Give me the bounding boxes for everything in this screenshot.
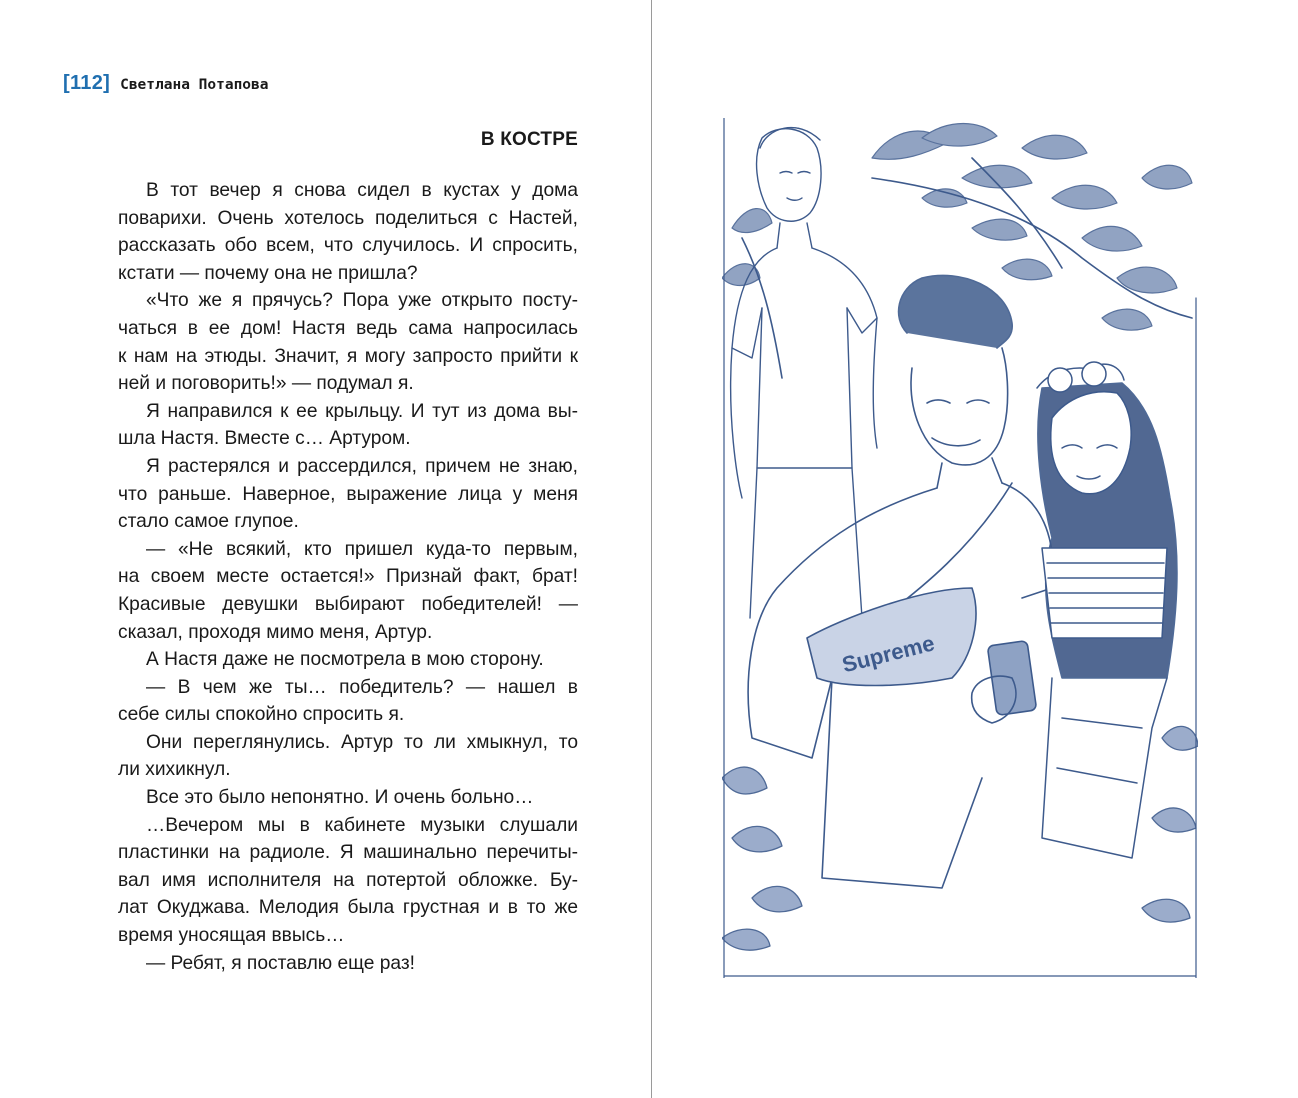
main-boy (748, 275, 1053, 888)
text-line: к нам на этюды. Значит, я могу запросто прийти к (118, 345, 578, 367)
text-line: — Ребят, я поставлю еще раз! (146, 952, 415, 974)
text-line: лат Окуджава. Мелодия была грустная и в то же (118, 897, 578, 919)
text-line: Они переглянулись. Артур то ли хмыкнул, то (146, 731, 578, 753)
text-line: Красивые девушки выбирают победителей! — (118, 593, 578, 615)
text-line: что раньше. Наверное, выражение лица у меня (118, 483, 578, 505)
text-line: шла Настя. Вместе с… Артуром. (118, 428, 411, 450)
author-name: Светлана Потапова (120, 77, 269, 93)
branches (742, 158, 1192, 378)
text-line: на своем месте остается!» Признай факт, брат! (118, 566, 578, 588)
bag-logo: Supreme (839, 630, 937, 678)
background-boy (731, 128, 877, 618)
girl (1037, 362, 1177, 858)
text-line: ли хихикнул. (118, 759, 231, 781)
text-line: В тот вечер я снова сидел в кустах у дома (146, 180, 578, 201)
text-line: время уносящая ввысь… (118, 925, 345, 947)
chapter-title: В КОСТРЕ (480, 129, 578, 150)
text-line: Я направился к ее крыльцу. И тут из дома вы- (146, 400, 578, 422)
fanny-pack (807, 588, 976, 686)
text-line: Все это было непонятно. И очень больно… (146, 787, 534, 809)
phone (972, 641, 1037, 723)
illustration-drawing (722, 118, 1198, 978)
text-line: — В чем же ты… победитель? — нашел в (146, 676, 578, 698)
text-line: рассказать обо всем, что случилось. И спросить, (118, 235, 578, 257)
text-line: пластинки на радиоле. Я машинально перечиты- (118, 842, 578, 864)
pencil-illustration (722, 118, 1198, 978)
text-line: А Настя даже не посмотрела в мою сторону. (146, 649, 544, 671)
page-number: [112] (63, 72, 111, 94)
running-head (63, 72, 269, 95)
text-line: чаться в ее дом! Настя ведь сама напросилась (118, 317, 578, 339)
text-line: себе силы спокойно спросить я. (118, 704, 405, 726)
text-line: поварихи. Очень хотелось поделиться с Настей, (118, 207, 578, 229)
text-line: сказал, проходя мимо меня, Артур. (118, 621, 433, 643)
text-line: вал имя исполнителя на потертой обложке. Бу- (118, 869, 578, 891)
text-line: стало самое глупое. (118, 511, 299, 533)
text-line: — «Не всякий, кто пришел куда-то первым, (146, 538, 578, 560)
text-line: ней и поговорить!» — подумал я. (118, 373, 414, 395)
text-line: «Что же я прячусь? Пора уже открыто посту- (146, 290, 578, 312)
body-text (118, 177, 578, 977)
text-line: кстати — почему она не пришла? (118, 262, 418, 284)
text-line: …Вечером мы в кабинете музыки слушали (146, 814, 578, 836)
text-line: Я растерялся и рассердился, причем не знаю, (146, 455, 578, 477)
